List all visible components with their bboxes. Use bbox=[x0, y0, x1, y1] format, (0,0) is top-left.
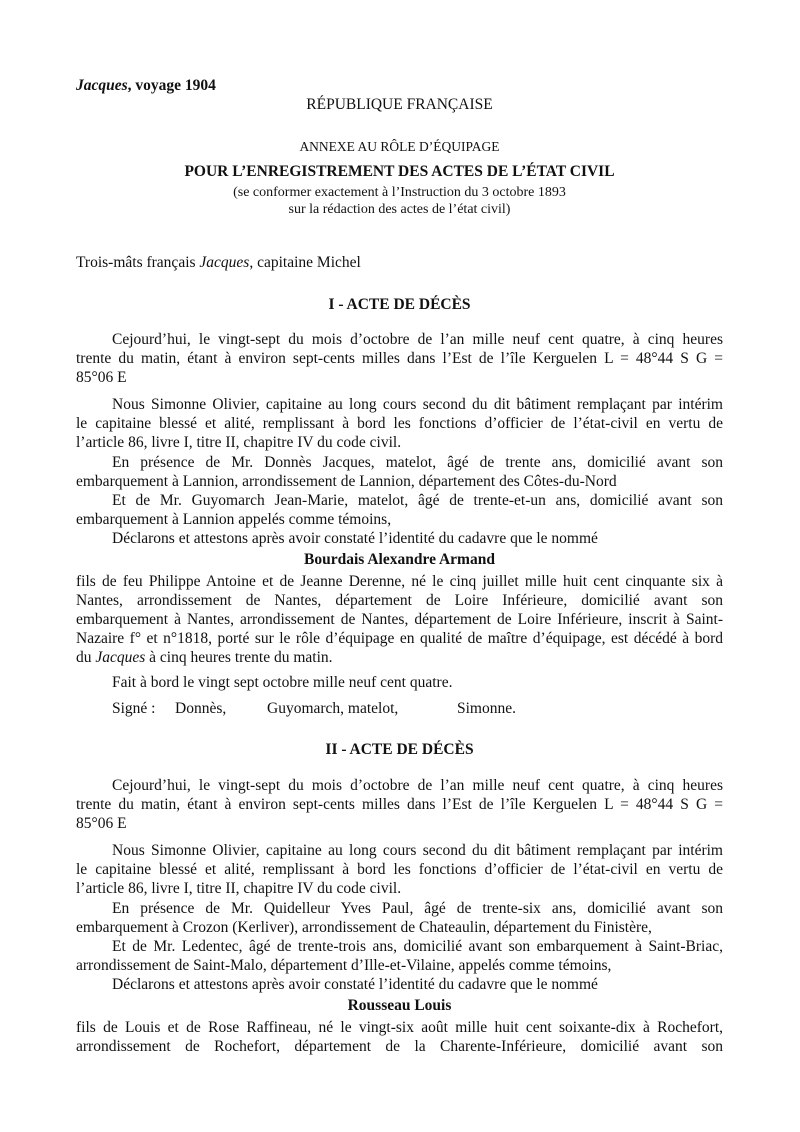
act1-p3-line: En présence de Mr. Donnès Jacques, matelot, âgé de trente ans, domicilié avant son bbox=[112, 454, 723, 471]
act1-heading: I - ACTE DE DÉCÈS bbox=[328, 296, 471, 313]
ship-name: Jacques bbox=[95, 649, 146, 666]
act1-declaration: Déclarons et attestons après avoir constaté l’identité du cadavre que le nommé bbox=[112, 530, 598, 547]
document-title: POUR L’ENREGISTREMENT DES ACTES DE L’ÉTAT CIVIL bbox=[184, 163, 615, 180]
voyage-year: , voyage 1904 bbox=[127, 77, 216, 94]
act1-p4-line: embarquement à Lannion appelés comme témoins, bbox=[76, 511, 392, 528]
act2-heading: II - ACTE DE DÉCÈS bbox=[325, 741, 474, 758]
act2-p2-line: Nous Simonne Olivier, capitaine au long cours second du dit bâtiment remplaçant par intérim bbox=[112, 842, 723, 859]
signature-2: Guyomarch, matelot, bbox=[267, 700, 399, 717]
act1-p6-line: Nazaire f° et n°1818, porté sur le rôle d’équipage en qualité de maître d’équipage, est décédé à bord bbox=[76, 630, 723, 647]
act1-p1-line: 85°06 E bbox=[76, 369, 127, 386]
ship-name: Jacques bbox=[76, 77, 128, 94]
act2-p4-line: Et de Mr. Ledentec, âgé de trente-trois ans, domicilié avant son embarquement à Saint-Briac, bbox=[112, 938, 723, 955]
act1-p2-line: Nous Simonne Olivier, capitaine au long cours second du dit bâtiment remplaçant par intérim bbox=[112, 396, 723, 413]
act1-p2-line: l’article 86, livre I, titre II, chapitre IV du code civil. bbox=[76, 434, 402, 451]
act1-p6-line: Nantes, arrondissement de Nantes, département de Loire Inférieure, domicilié avant son bbox=[76, 592, 723, 609]
act2-p1-line: Cejourd’hui, le vingt-sept du mois d’octobre de l’an mille neuf cent quatre, à cinq heures bbox=[112, 777, 723, 794]
act2-p3-line: embarquement à Crozon (Kerliver), arrondissement de Chateaulin, département du Finistère, bbox=[76, 919, 652, 936]
act2-p2-line: l’article 86, livre I, titre II, chapitre IV du code civil. bbox=[76, 880, 402, 897]
act1-p3-line: embarquement à Lannion, arrondissement de Lannion, département des Côtes-du-Nord bbox=[76, 473, 617, 490]
act1-p6-line: fils de feu Philippe Antoine et de Jeanne Derenne, né le cinq juillet mille huit cent cinquante six à bbox=[76, 573, 723, 590]
signed-label: Signé : bbox=[112, 700, 156, 717]
act2-p6-line: arrondissement de Rochefort, département de la Charente-Inférieure, domicilié avant son bbox=[76, 1038, 723, 1055]
act2-p3-line: En présence de Mr. Quidelleur Yves Paul, âgé de trente-six ans, domicilié avant son bbox=[112, 900, 723, 917]
annex-title: ANNEXE AU RÔLE D’ÉQUIPAGE bbox=[299, 139, 500, 154]
ship-line: Trois-mâts français Jacques, capitaine Michel bbox=[76, 254, 361, 271]
act1-deceased-name: Bourdais Alexandre Armand bbox=[304, 551, 495, 568]
act1-p2-line: le capitaine blessé et alité, remplissant à bord les fonctions d’officier de l’état-civil en vertu de bbox=[76, 415, 723, 432]
act1-p4-line: Et de Mr. Guyomarch Jean-Marie, matelot, âgé de trente-et-un ans, domicilié avant son bbox=[112, 492, 723, 509]
instruction-note-2: sur la rédaction des actes de l’état civil) bbox=[288, 202, 511, 217]
signature-1: Donnès, bbox=[175, 700, 227, 717]
act2-p4-line: arrondissement de Saint-Malo, département d’Ille-et-Vilaine, appelés comme témoins, bbox=[76, 957, 612, 974]
act2-declaration: Déclarons et attestons après avoir constaté l’identité du cadavre que le nommé bbox=[112, 976, 598, 993]
act2-p1-line: 85°06 E bbox=[76, 815, 127, 832]
act1-p1-line: trente du matin, étant à environ sept-cents milles dans l’Est de l’île Kerguelen L = 48°44 S G = bbox=[76, 350, 723, 367]
act1-p6-line: embarquement à Nantes, arrondissement de Nantes, département de Loire Inférieure, inscrit à Saint- bbox=[76, 611, 723, 628]
act2-p1-line: trente du matin, étant à environ sept-cents milles dans l’Est de l’île Kerguelen L = 48°44 S G = bbox=[76, 796, 723, 813]
act2-p6-line: fils de Louis et de Rose Raffineau, né le vingt-six août mille huit cent soixante-dix à Rochefort, bbox=[76, 1019, 723, 1036]
act1-p1-line: Cejourd’hui, le vingt-sept du mois d’octobre de l’an mille neuf cent quatre, à cinq heures bbox=[112, 331, 723, 348]
act1-p6-line: du Jacques à cinq heures trente du matin. bbox=[76, 649, 333, 666]
voyage-label bbox=[76, 76, 723, 96]
act2-deceased-name: Rousseau Louis bbox=[347, 997, 452, 1014]
act1-done-at: Fait à bord le vingt sept octobre mille neuf cent quatre. bbox=[112, 674, 453, 691]
signature-3: Simonne. bbox=[457, 700, 516, 717]
ship-name: Jacques bbox=[199, 254, 250, 271]
instruction-note-1: (se conformer exactement à l’Instruction du 3 octobre 1893 bbox=[233, 185, 566, 200]
act2-p2-line: le capitaine blessé et alité, remplissant à bord les fonctions d’officier de l’état-civil en vertu de bbox=[76, 861, 723, 878]
republic-title: RÉPUBLIQUE FRANÇAISE bbox=[306, 96, 493, 113]
